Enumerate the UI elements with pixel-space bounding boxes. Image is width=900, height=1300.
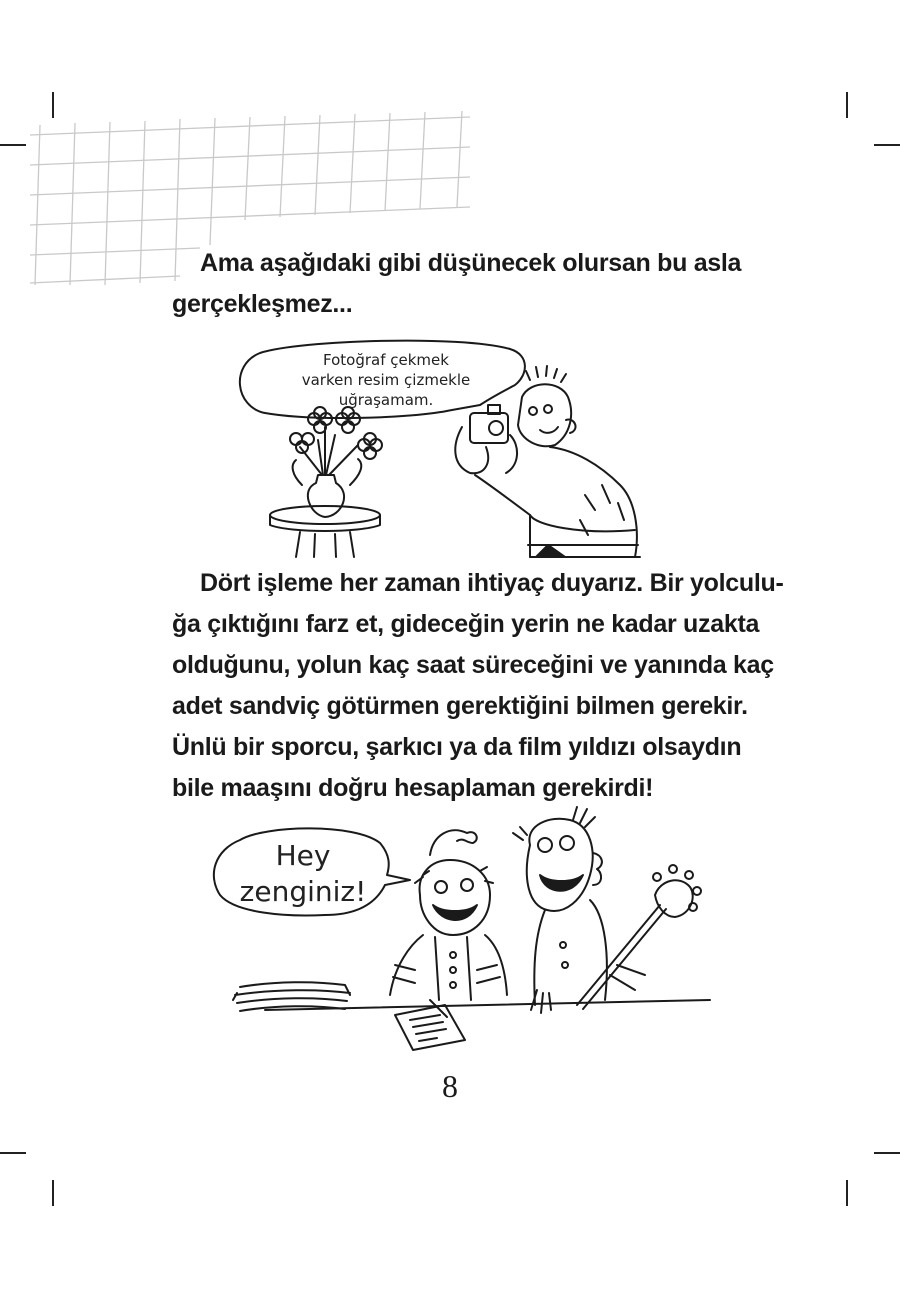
paragraph-line: Ama aşağıdaki gibi düşünecek olursan bu asla xyxy=(200,249,742,277)
paragraph-line: Dört işleme her zaman ihtiyaç duyarız. Bir yolculu- xyxy=(200,569,784,597)
crop-mark-top-right xyxy=(846,92,848,118)
speech-bubble-line: zenginiz! xyxy=(239,875,367,908)
paragraph-main xyxy=(172,563,784,809)
crop-mark-bottom-right xyxy=(846,1180,848,1206)
crop-mark-top-right-h xyxy=(874,144,900,146)
crop-mark-bottom-left-h xyxy=(0,1152,26,1154)
paragraph-line: gerçekleşmez... xyxy=(172,290,353,318)
speech-bubble-line: varken resim çizmekle xyxy=(301,371,471,389)
paragraph-line: olduğunu, yolun kaç saat süreceğini ve yanında kaç xyxy=(172,651,774,679)
speech-bubble-line: Hey xyxy=(275,839,331,872)
paragraph-line: Ünlü bir sporcu, şarkıcı ya da film yıldızı olsaydın xyxy=(172,733,742,761)
speech-bubble-line: uğraşamam. xyxy=(338,391,434,409)
rich-musician-illustration xyxy=(205,805,715,1060)
paragraph-intro xyxy=(172,243,742,325)
paragraph-line: ğa çıktığını farz et, gideceğin yerin ne kadar uzakta xyxy=(172,610,760,638)
paragraph-line: bile maaşını doğru hesaplaman gerekirdi! xyxy=(172,774,654,802)
crop-mark-bottom-right-h xyxy=(874,1152,900,1154)
photographer-illustration xyxy=(230,335,650,560)
speech-bubble-line: Fotoğraf çekmek xyxy=(323,351,449,369)
crop-mark-bottom-left xyxy=(52,1180,54,1206)
page-number: 8 xyxy=(442,1068,458,1104)
paragraph-line: adet sandviç götürmen gerektiğini bilmen gerekir. xyxy=(172,692,748,720)
